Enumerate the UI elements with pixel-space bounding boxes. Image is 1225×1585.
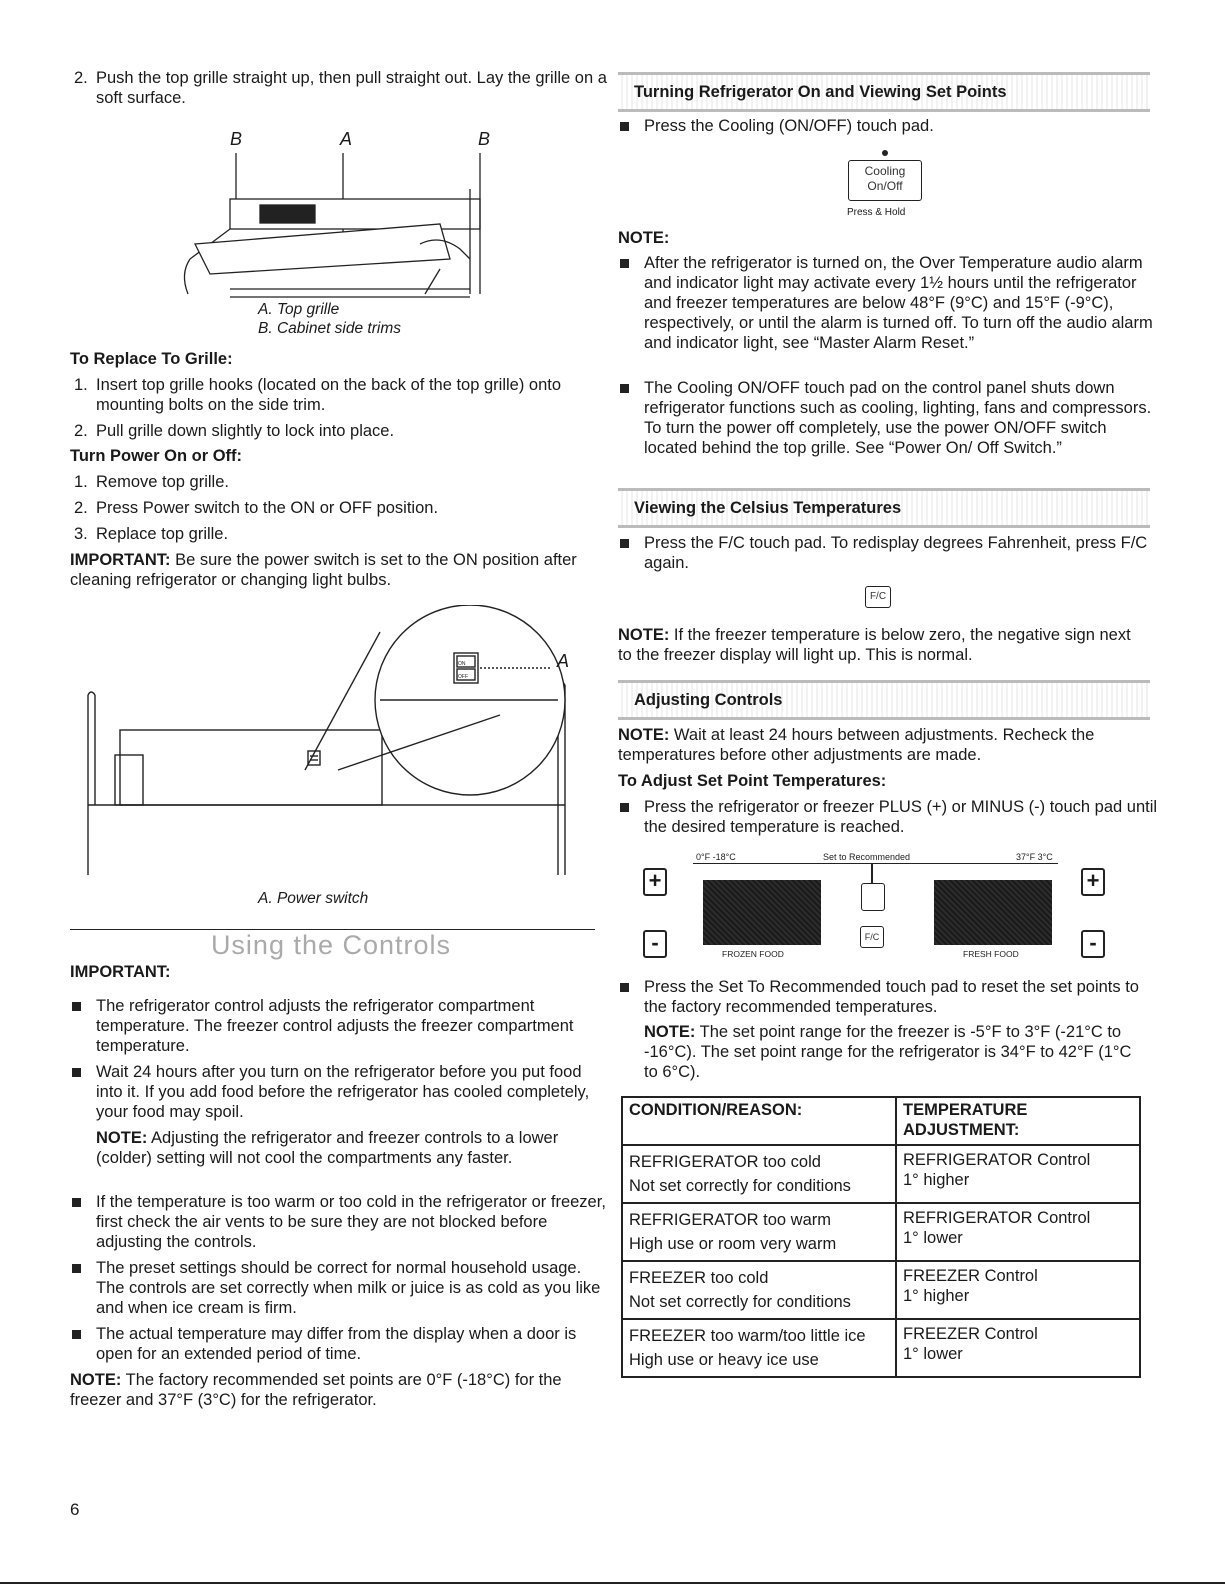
power-step-1 <box>70 472 596 492</box>
condition-cell <box>622 1203 896 1261</box>
replace-step-1 <box>70 375 596 415</box>
fridge-plus-button[interactable]: + <box>1081 868 1105 896</box>
note-text: If the freezer temperature is below zero, the negative sign next to the freezer display will light up. This is normal. <box>618 626 1131 664</box>
fc-button[interactable]: F/C <box>860 926 884 948</box>
important-heading: IMPORTANT: <box>70 963 171 981</box>
freezer-display <box>703 880 821 945</box>
section-bar-turning-on <box>618 72 1150 112</box>
note-setpoint-range <box>618 1022 1144 1082</box>
adjust-text: 1° higher <box>903 1171 970 1189</box>
bullet-text: Wait 24 hours after you turn on the refrigerator before you put food into it. If you add food before the refrigerator has cooled completely, your food may spoil. <box>96 1063 590 1121</box>
figure-caption-b: B. Cabinet side trims <box>258 320 401 337</box>
fresh-food-label: FRESH FOOD <box>963 949 1019 959</box>
control-panel-diagram <box>618 848 1150 963</box>
important-power-note <box>70 550 590 590</box>
table-row <box>622 1319 1140 1377</box>
bullet-icon <box>72 1198 81 1207</box>
bullet-icon <box>620 983 629 992</box>
step-text: Replace top grille. <box>96 525 229 543</box>
bullet-item <box>70 1258 606 1318</box>
fc-pad: F/C <box>865 586 891 608</box>
switch-on-text: ON <box>458 661 466 667</box>
reason-text: Not set correctly for conditions <box>629 1177 851 1195</box>
adjust-text: 1° higher <box>903 1287 970 1305</box>
bullet-icon <box>620 803 629 812</box>
bullet-item <box>618 797 1164 837</box>
note-negative-sign <box>618 625 1143 665</box>
bullet-icon <box>72 1002 81 1011</box>
step-number: 3. <box>74 525 88 543</box>
header-condition: CONDITION/REASON: <box>622 1097 896 1145</box>
power-step-3 <box>70 524 596 544</box>
note-label: NOTE: <box>618 626 670 644</box>
bullet-item <box>618 253 1164 353</box>
frozen-food-label: FROZEN FOOD <box>722 949 784 959</box>
adjustment-cell <box>896 1203 1140 1261</box>
note-label: NOTE: <box>644 1023 696 1041</box>
replace-step-2 <box>70 421 596 441</box>
note-label: NOTE: <box>70 1371 122 1389</box>
bullet-text: The Cooling ON/OFF touch pad on the control panel shuts down refrigerator functions such as cooling, lighting, fans and compressors. To turn the power off completely, use the power ON/OFF switch located behind the top grille. See “Power On/ Off Switch.” <box>644 379 1152 457</box>
freezer-minus-button[interactable]: - <box>643 930 667 958</box>
adjust-heading: To Adjust Set Point Temperatures: <box>618 772 887 790</box>
bullet-icon <box>72 1264 81 1273</box>
temperature-adjustment-table <box>621 1096 1141 1378</box>
section-bar-adjusting <box>618 680 1150 720</box>
bullet-item <box>618 977 1164 1017</box>
bullet-icon <box>620 539 629 548</box>
bullet-text: After the refrigerator is turned on, the Over Temperature audio alarm and indicator light may activate every 1½ hours until the refrigerator and freezer temperatures are below 48°F (9°C) and 15°F (-9°C), respectively, or until the alarm is turned off. To turn off the audio alarm and indicator light, see “Master Alarm Reset.” <box>644 254 1153 352</box>
adjust-text: 1° lower <box>903 1345 963 1363</box>
figure-caption-a: A. Top grille <box>258 301 340 318</box>
reason-text: Not set correctly for conditions <box>629 1293 851 1311</box>
bullet-text: Press the Cooling (ON/OFF) touch pad. <box>644 117 934 135</box>
replace-grille-heading: To Replace To Grille: <box>70 350 233 368</box>
bullet-text: If the temperature is too warm or too cold in the refrigerator or freezer, first check the air vents to be sure they are not blocked before adjusting the controls. <box>96 1193 606 1251</box>
top-grille-figure <box>170 125 530 305</box>
note-factory-setpoints <box>70 1370 590 1410</box>
step-2 <box>70 68 616 108</box>
condition-text: FREEZER too cold <box>629 1269 769 1287</box>
fridge-recommended-temp: 37°F 3°C <box>1016 852 1053 862</box>
important-label: IMPORTANT: <box>70 551 171 569</box>
note-heading: NOTE: <box>618 229 670 247</box>
bullet-icon <box>620 259 629 268</box>
reason-text: High use or heavy ice use <box>629 1351 819 1369</box>
adjustment-cell <box>896 1261 1140 1319</box>
pad-line: Cooling <box>864 164 906 178</box>
figure-label-a: A <box>340 129 353 149</box>
section-bar-title: Turning Refrigerator On and Viewing Set Points <box>634 83 1007 101</box>
step-text: Push the top grille straight up, then pull straight out. Lay the grille on a soft surface. <box>96 69 607 107</box>
bullet-icon <box>620 384 629 393</box>
indicator-dot-icon <box>882 150 888 156</box>
adjust-text: 1° lower <box>903 1229 963 1247</box>
bullet-text: Press the Set To Recommended touch pad to reset the set points to the factory recommended temperatures. <box>644 978 1139 1016</box>
condition-cell <box>622 1261 896 1319</box>
note-adjusting <box>70 1128 581 1168</box>
note-text: The factory recommended set points are 0°F (-18°C) for the freezer and 37°F (3°C) for the refrigerator. <box>70 1371 562 1409</box>
step-number: 1. <box>74 473 88 491</box>
section-bar-celsius <box>618 488 1150 528</box>
set-recommended-label: Set to Recommended <box>823 852 911 862</box>
bullet-text: The preset settings should be correct for normal household usage. The controls are set correctly when milk or juice is as cold as you like and when ice cream is firm. <box>96 1259 601 1317</box>
figure-label-b-right: B <box>478 129 491 149</box>
step-text: Pull grille down slightly to lock into place. <box>96 422 395 440</box>
step-number: 2. <box>74 69 88 87</box>
bullet-item <box>618 378 1164 458</box>
adjustment-cell <box>896 1145 1140 1203</box>
table-row <box>622 1203 1140 1261</box>
figure-label-b-left: B <box>230 129 243 149</box>
grille-illustration <box>170 149 530 299</box>
section-title: Using the Controls <box>210 930 452 960</box>
control-text: REFRIGERATOR Control <box>903 1151 1091 1169</box>
note-text: Adjusting the refrigerator and freezer controls to a lower (colder) setting will not cool the compartments any faster. <box>96 1129 559 1167</box>
condition-cell <box>622 1319 896 1377</box>
bullet-text: The refrigerator control adjusts the refrigerator compartment temperature. The freezer control adjusts the freezer compartment temperature. <box>96 997 574 1055</box>
condition-text: REFRIGERATOR too warm <box>629 1211 832 1229</box>
bullet-icon <box>620 122 629 131</box>
fridge-display <box>934 880 1052 945</box>
table-header-row <box>622 1097 1140 1145</box>
page-bottom-edge <box>0 1582 1225 1584</box>
bullet-icon <box>72 1330 81 1339</box>
panel-line <box>693 863 1058 864</box>
power-heading: Turn Power On or Off: <box>70 447 243 465</box>
note-wait <box>618 725 1143 765</box>
bullet-item <box>70 1192 606 1252</box>
bullet-text: Press the refrigerator or freezer PLUS (+) or MINUS (-) touch pad until the desired temperature is reached. <box>644 798 1158 836</box>
panel-connector <box>871 863 873 883</box>
freezer-recommended-temp: 0°F -18°C <box>696 852 736 862</box>
fridge-minus-button[interactable]: - <box>1081 930 1105 958</box>
step-text: Remove top grille. <box>96 473 229 491</box>
bullet-item <box>70 996 606 1056</box>
bullet-text: Press the F/C touch pad. To redisplay degrees Fahrenheit, press F/C again. <box>644 534 1148 572</box>
step-text: Insert top grille hooks (located on the back of the top grille) onto mounting bolts on the side trim. <box>96 376 562 414</box>
power-switch-caption: A. Power switch <box>258 890 369 907</box>
bullet-item <box>618 116 1164 136</box>
step-number: 2. <box>74 499 88 517</box>
set-recommended-button[interactable] <box>861 883 885 911</box>
table-row <box>622 1261 1140 1319</box>
reason-text: High use or room very warm <box>629 1235 837 1253</box>
press-hold-caption: Press & Hold <box>847 207 906 218</box>
adjustment-cell <box>896 1319 1140 1377</box>
pad-line: On/Off <box>867 179 903 193</box>
control-text: FREEZER Control <box>903 1267 1038 1285</box>
page-number: 6 <box>70 1500 80 1519</box>
power-switch-illustration <box>80 605 580 880</box>
note-label: NOTE: <box>618 726 670 744</box>
bullet-item <box>618 533 1164 573</box>
control-text: FREEZER Control <box>903 1325 1038 1343</box>
switch-off-text: OFF <box>458 674 468 680</box>
header-temperature: TEMPERATURE ADJUSTMENT: <box>896 1097 1140 1145</box>
step-number: 1. <box>74 376 88 394</box>
note-text: Wait at least 24 hours between adjustments. Recheck the temperatures before other adjustments are made. <box>618 726 1095 764</box>
step-number: 2. <box>74 422 88 440</box>
condition-cell <box>622 1145 896 1203</box>
cooling-onoff-pad <box>848 160 922 201</box>
note-text: The set point range for the freezer is -5°F to 3°F (-21°C to -16°C). The set point range for the refrigerator is 34°F to 42°F (1°C to 6°C). <box>644 1023 1132 1081</box>
bullet-icon <box>72 1068 81 1077</box>
section-bar-title: Viewing the Celsius Temperatures <box>634 499 902 517</box>
power-step-2 <box>70 498 596 518</box>
bullet-item <box>70 1062 606 1122</box>
condition-text: REFRIGERATOR too cold <box>629 1153 821 1171</box>
note-label: NOTE: <box>96 1129 148 1147</box>
figure-label-a: A <box>557 651 570 671</box>
control-text: REFRIGERATOR Control <box>903 1209 1091 1227</box>
bullet-text: The actual temperature may differ from the display when a door is open for an extended period of time. <box>96 1325 577 1363</box>
bullet-item <box>70 1324 606 1364</box>
table-row <box>622 1145 1140 1203</box>
step-text: Press Power switch to the ON or OFF position. <box>96 499 439 517</box>
section-bar-title: Adjusting Controls <box>634 691 783 709</box>
condition-text: FREEZER too warm/too little ice <box>629 1327 866 1345</box>
important-text: Be sure the power switch is set to the ON position after cleaning refrigerator or changing light bulbs. <box>70 551 577 589</box>
freezer-plus-button[interactable]: + <box>643 868 667 896</box>
